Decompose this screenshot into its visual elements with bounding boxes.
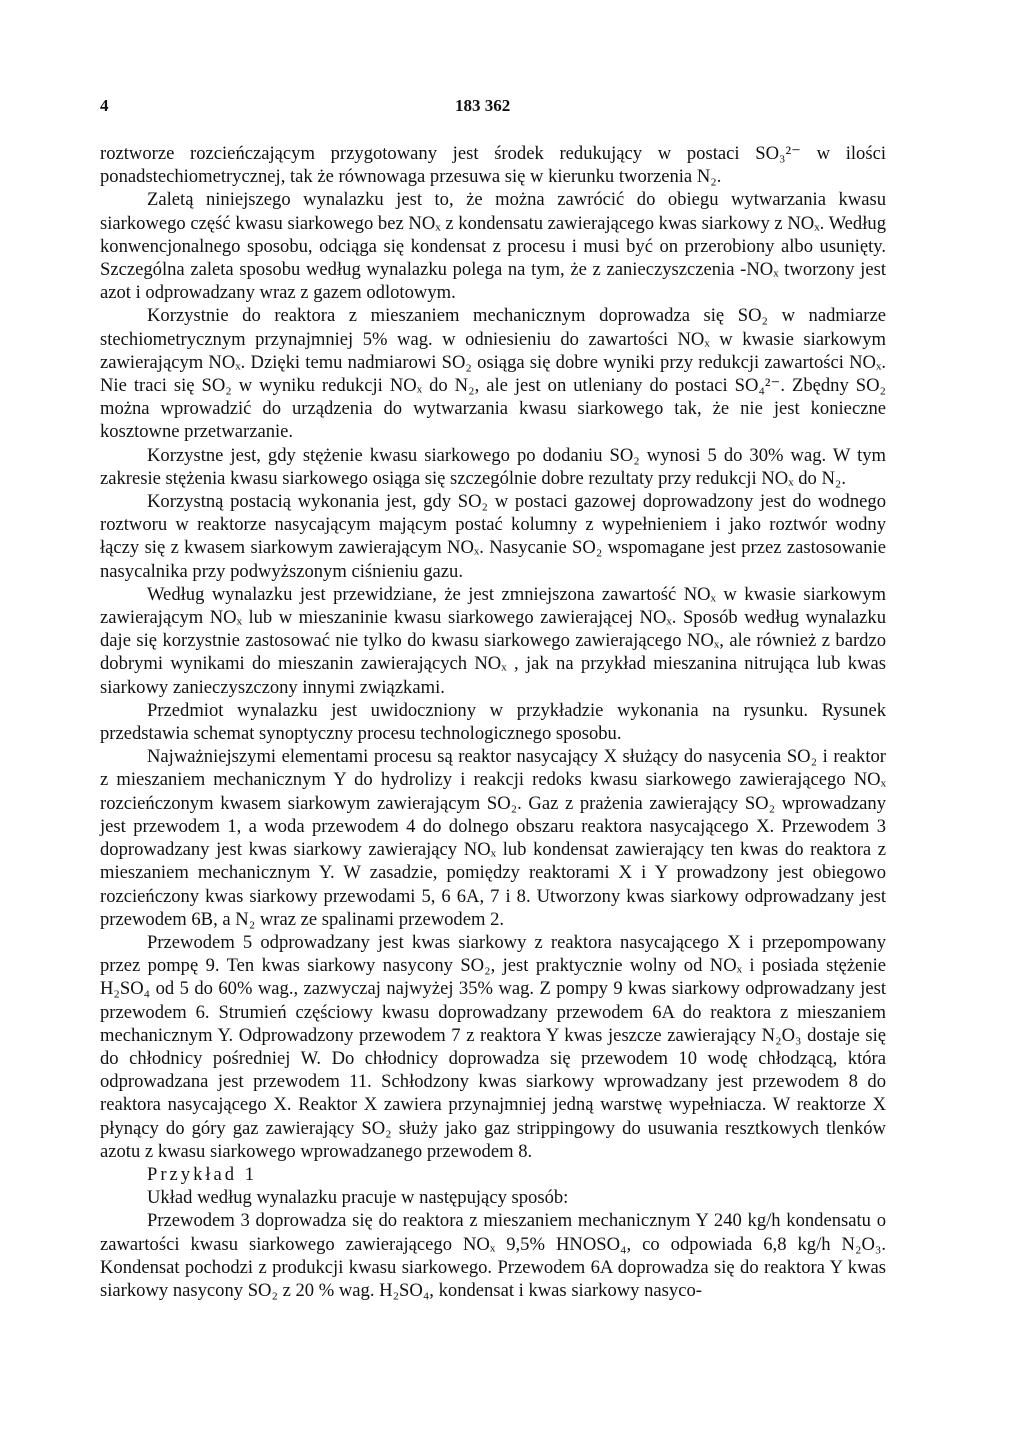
page-header [100,96,886,120]
paragraph-continuation: roztworze rozcieńczającym przygotowany jest środek redukujący w postaci SO₃²⁻ w ilości ponadstechiometrycznej, tak że równowaga przesuwa się w kierunku tworzenia N₂. [100,143,886,188]
paragraph-nox-reduction: Według wynalazku jest przewidziane, że jest zmniejszona zawartość NOₓ w kwasie siarkowym zawierającym NOₓ lub w mieszaninie kwasu siarkowego zawierającej NOₓ. Sposób według wynalazku daje się korzystnie zastosować nie tylko do kwasu siarkowego zawierającego NOₓ, ale również z bardzo dobrymi wynikami do mieszanin zawierających NOₓ , jak na przykład mieszanina nitrująca lub kwas siarkowy zanieczyszczony innymi związkami. [100,583,886,698]
paragraph-embodiment: Korzystną postacią wykonania jest, gdy SO₂ w postaci gazowej doprowadzony jest do wodnego roztworu w reaktorze nasycającym mającym postać kolumny z wypełnieniem i jako roztwór wodny łączy się z kwasem siarkowym zawierającym NOₓ. Nasycanie SO₂ wspomagane jest przez zastosowanie nasycalnika przy podwyższonym ciśnieniu gazu. [100,491,886,582]
paragraph-process-elements: Najważniejszymi elementami procesu są reaktor nasycający X służący do nasycenia SO₂ i reaktor z mieszaniem mechanicznym Y do hydrolizy i reakcji redoks kwasu siarkowego zawierającego NOₓ rozcieńczonym kwasem siarkowym zawierającym SO₂. Gaz z prażenia zawierający SO₂ wprowadzany jest przewodem 1, a woda przewodem 4 do dolnego obszaru reaktora nasycającego X. Przewodem 3 doprowadzany jest kwas siarkowy zawierający NOₓ lub kondensat zawierający ten kwas do reaktora z mieszaniem mechanicznym Y. W zasadzie, pomiędzy reaktorami X i Y prowadzony jest obiegowo rozcieńczony kwas siarkowy przewodami 5, 6 6A, 7 i 8. Utworzony kwas siarkowy odprowadzany jest przewodem 6B, a N₂ wraz ze spalinami przewodem 2. [100,746,886,930]
patent-number: 183 362 [455,96,511,115]
page-number: 4 [100,96,109,115]
paragraph-example-body: Przewodem 3 doprowadza się do reaktora z mieszaniem mechanicznym Y 240 kg/h kondensatu o zawartości kwasu siarkowego zawierającego NOₓ 9,5% HNOSO₄, co odpowiada 6,8 kg/h N₂O₃. Kondensat pochodzi z produkcji kwasu siarkowego. Przewodem 6A doprowadza się do reaktora Y kwas siarkowy nasycony SO₂ z 20 % wag. H₂SO₄, kondensat i kwas siarkowy nasyco- [100,1210,886,1301]
paragraph-so2-excess: Korzystnie do reaktora z mieszaniem mechanicznym doprowadza się SO₂ w nadmiarze stechiometrycznym przynajmniej 5% wag. w odniesieniu do zawartości NOₓ w kwasie siarkowym zawierającym NOₓ. Dzięki temu nadmiarowi SO₂ osiąga się dobre wyniki przy redukcji zawartości NOₓ. Nie traci się SO₂ w wyniku redukcji NOₓ do N₂, ale jest on utleniany do postaci SO₄²⁻. Zbędny SO₂ można wprowadzić do urządzenia do wytwarzania kwasu siarkowego tak, że nie jest konieczne kosztowne przetwarzanie. [100,305,886,443]
paragraph-drawing-reference: Przedmiot wynalazku jest uwidoczniony w przykładzie wykonania na rysunku. Rysunek przedstawia schemat synoptyczny procesu technologicznego sposobu. [100,699,886,745]
body-text [100,142,886,1302]
paragraph-concentration: Korzystne jest, gdy stężenie kwasu siarkowego po dodaniu SO₂ wynosi 5 do 30% wag. W tym zakresie stężenia kwasu siarkowego osiąga się szczególnie dobre rezultaty przy redukcji NOₓ do N₂. [100,444,886,489]
paragraph-process-flow: Przewodem 5 odprowadzany jest kwas siarkowy z reaktora nasycającego X i przepompowany przez pompę 9. Ten kwas siarkowy nasycony SO₂, jest praktycznie wolny od NOₓ i posiada stężenie H₂SO₄ od 5 do 60% wag., zazwyczaj najwyżej 35% wag. Z pompy 9 kwas siarkowy odprowadzany jest przewodem 6. Strumień częściowy kwasu doprowadzany przewodem 6A do reaktora z mieszaniem mechanicznym Y. Odprowadzony przewodem 7 z reaktora Y kwas jeszcze zawierający N₂O₃ dostaje się do chłodnicy pośredniej W. Do chłodnicy doprowadza się przewodem 10 wodę chłodzącą, która odprowadzana jest przewodem 11. Schłodzony kwas siarkowy wprowadzany jest przewodem 8 do reaktora nasycającego X. Reaktor X zawiera przynajmniej jedną warstwę wypełniacza. W reaktorze X płynący do góry gaz zawierający SO₂ służy jako gaz strippingowy do usuwania resztkowych tlenków azotu z kwasu siarkowego wprowadzanego przewodem 8. [100,931,886,1162]
example-heading: Przykład 1 [147,1163,258,1185]
paragraph-advantage: Zaletą niniejszego wynalazku jest to, że można zawrócić do obiegu wytwarzania kwasu siarkowego część kwasu siarkowego bez NOₓ z kondensatu zawierającego kwas siarkowy z NOₓ. Według konwencjonalnego sposobu, odciąga się kondensat z procesu i musi być on przerobiony albo usunięty. Szczególna zaleta sposobu według wynalazku polega na tym, że z zanieczyszczenia -NOₓ tworzony jest azot i odprowadzany wraz z gazem odlotowym. [100,189,886,304]
paragraph-example-intro: Układ według wynalazku pracuje w następujący sposób: [147,1187,569,1209]
